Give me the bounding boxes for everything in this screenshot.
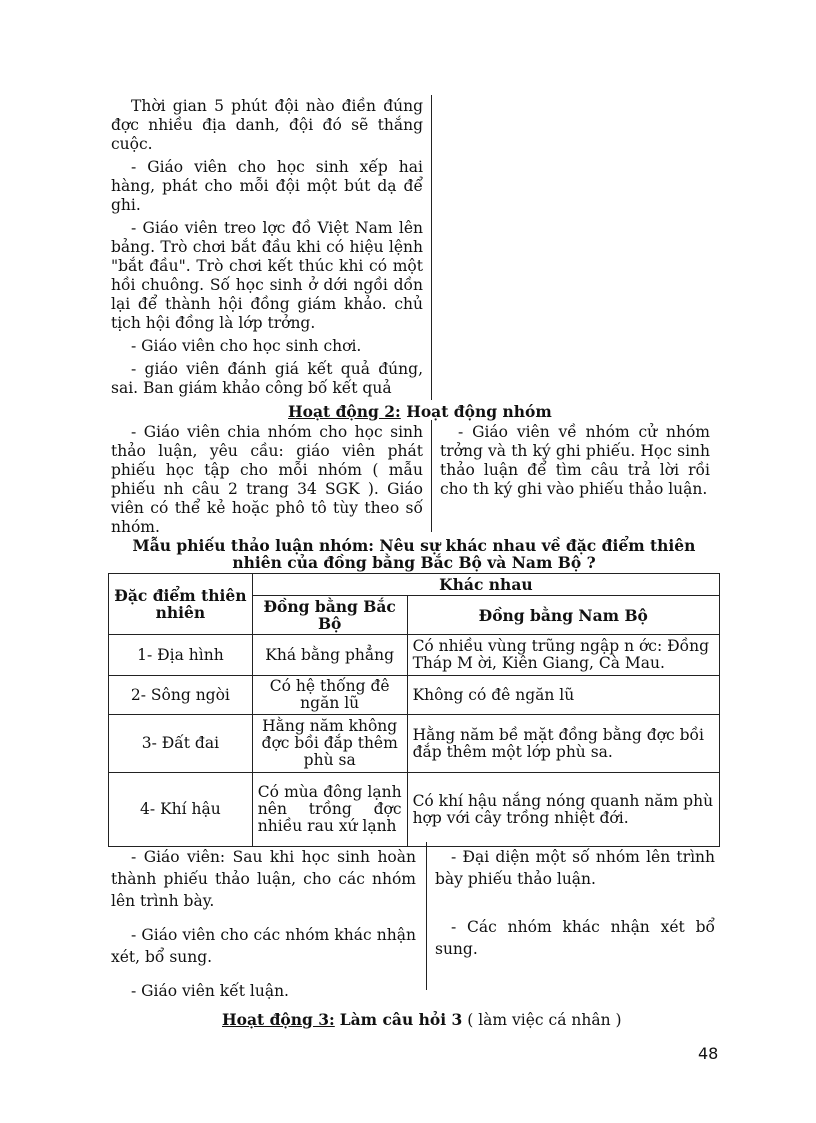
paragraph: Thời gian 5 phút đội nào điền đúng đợc nhiều địa danh, đội đó sẽ thắng cuộc. [111,97,423,153]
paragraph: - Các nhóm khác nhận xét bổ sung. [435,918,715,958]
activity3-label: Hoạt động 3: [222,1010,335,1029]
cell-north: Có mùa đông lạnh nên trồng đợc nhiều rau xứ lạnh [252,773,407,847]
activity3-heading [222,1010,622,1029]
paragraph: - Đại diện một số nhóm lên trình bày phiếu thảo luận. [435,848,715,888]
paragraph: - Giáo viên cho học sinh chơi. [131,337,362,355]
header-south: Đồng bằng Nam Bộ [407,596,719,635]
table-row [109,715,720,773]
cell-south: Không có đê ngăn lũ [407,676,719,715]
cell-north: Hằng năm không đợc bồi đắp thêm phù sa [252,715,407,773]
table-title-line-1: Mẫu phiếu thảo luận nhóm: Nêu sự khác nhau về đặc điểm thiên [132,536,696,555]
paragraph: - Giáo viên cho các nhóm khác nhận xét, bổ sung. [111,926,416,966]
header-north: Đồng bằng Bắc Bộ [252,596,407,635]
table-row [109,773,720,847]
paragraph: - Giáo viên cho học sinh xếp hai hàng, phát cho mỗi đội một bút dạ để ghi. [111,158,423,214]
activity2-label: Hoạt động 2: [288,402,401,421]
cell-south: Có khí hậu nắng nóng quanh năm phù hợp với cây trồng nhiệt đới. [407,773,719,847]
activity2-left-text: - Giáo viên chia nhóm cho học sinh thảo luận, yêu cầu: giáo viên phát phiếu học tập cho mỗi nhóm ( mẫu phiếu nh câu 2 trang 34 SGK ). Giáo viên có thể kẻ hoặc phô tô tùy theo số nhóm. [111,423,423,536]
cell-south: Có nhiều vùng trũng ngập n ớc: Đồng Tháp M ời, Kiên Giang, Cà Mau. [407,635,719,676]
activity3-title: Làm câu hỏi 3 [339,1010,463,1029]
cell-south: Hằng năm bề mặt đồng bằng đợc bồi đắp thêm một lớp phù sa. [407,715,719,773]
paragraph: - Giáo viên: Sau khi học sinh hoàn thành phiếu thảo luận, cho các nhóm lên trình bày. [111,848,416,910]
table-row [109,635,720,676]
table-row [109,676,720,715]
section3-right-column [435,846,715,964]
activity2-title: Hoạt động nhóm [406,402,552,421]
header-feature: Đặc điểm thiên nhiên [109,574,253,635]
paragraph: - giáo viên đánh giá kết quả đúng, sai. Ban giám khảo công bố kết quả [111,360,423,397]
header-diff: Khác nhau [252,574,719,596]
column-divider [431,95,432,400]
activity3-note: ( làm việc cá nhân ) [467,1011,622,1029]
table-title-line-2: nhiên của đồng bằng Bắc Bộ và Nam Bộ ? [232,553,596,572]
comparison-table [108,573,720,847]
page-number: 48 [698,1044,719,1063]
cell-feature: 4- Khí hậu [109,773,253,847]
activity2-heading [288,402,552,421]
cell-north: Khá bằng phẳng [252,635,407,676]
section3-left-column [111,846,416,1006]
cell-feature: 2- Sông ngòi [109,676,253,715]
paragraph: - Giáo viên treo lợc đồ Việt Nam lên bảng. Trò chơi bắt đầu khi có hiệu lệnh "bắt đầu". Trò chơi kết thúc khi có một hồi chuông. Số học sinh ở dới ngồi dồn lại để thành hội đồng giám khảo. chủ tịch hội đồng là lớp trởng. [111,219,423,332]
paragraph: - Giáo viên kết luận. [131,982,289,1000]
cell-feature: 1- Địa hình [109,635,253,676]
activity2-right-text: - Giáo viên về nhóm cử nhóm trởng và th ký ghi phiếu. Học sinh thảo luận để tìm câu trả lời rồi cho th ký ghi vào phiếu thảo luận. [440,423,710,498]
cell-north: Có hệ thống đê ngăn lũ [252,676,407,715]
cell-feature: 3- Đất đai [109,715,253,773]
column-divider [426,842,427,990]
column-divider [431,420,432,532]
section1-left-column [111,97,423,402]
table-title [108,537,720,571]
